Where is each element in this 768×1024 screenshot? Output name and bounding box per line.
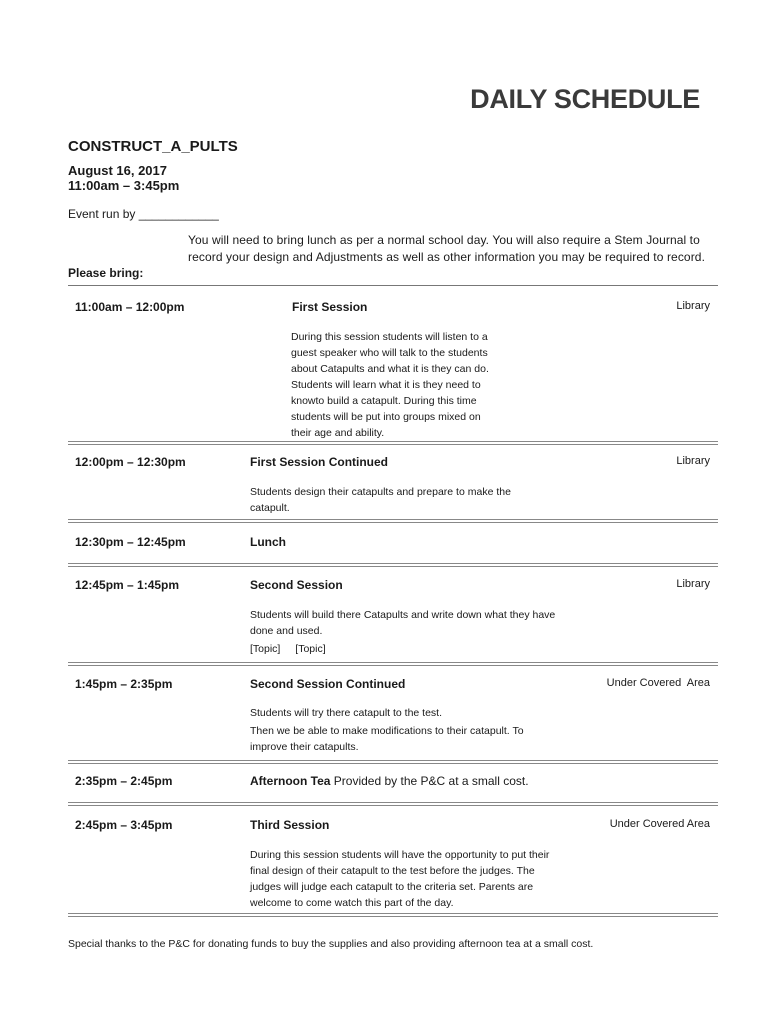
row-divider [68,441,718,445]
row-time: 1:45pm – 2:35pm [75,677,173,691]
description-paragraph: Students design their catapults and prepare to make the catapult. [250,486,511,514]
row-session: First Session Continued [250,455,389,469]
row-session: Second Session Continued [250,677,406,691]
footer-note: Special thanks to the P&C for donating funds to buy the supplies and also providing afternoon tea at a small cost. [68,938,594,950]
event-run-by: Event run by ____________ [68,207,219,221]
row-location: Library [676,300,710,312]
session-title: Afternoon Tea [250,774,331,788]
row-session: Third Session [250,818,330,832]
event-date: August 16, 2017 [68,163,167,178]
event-name: CONSTRUCT_A_PULTS [68,138,238,155]
row-location: Under Covered Area [606,677,710,689]
description-paragraph: Students will try there catapult to the test. [250,707,443,719]
row-divider [68,802,718,806]
description-paragraph: Then we be able to make modifications to their catapult. To improve their catapults. [250,725,524,753]
row-session [250,774,529,788]
row-divider [68,760,718,764]
row-divider [68,563,718,567]
row-time: 2:45pm – 3:45pm [75,818,173,832]
bring-text: You will need to bring lunch as per a normal school day. You will also require a Stem Journal to record your design and Adjustments as well as other information you may be required to record. [188,233,705,264]
row-description [291,329,496,441]
row-divider [68,519,718,523]
row-location: Under Covered Area [609,818,710,830]
event-time: 11:00am – 3:45pm [68,178,180,193]
row-divider [68,662,718,666]
topic-list [250,641,338,657]
row-divider [68,913,718,917]
bring-label: Please bring: [68,266,144,280]
header-divider [68,285,718,286]
row-time: 12:00pm – 12:30pm [75,455,186,469]
description-paragraph: During this session students will have the opportunity to put their final design of their catapult to the test before the judges. The judges will judge each catapult to the criteria set. Parents are welcome to come watch this part of the day. [250,849,550,909]
row-time: 2:35pm – 2:45pm [75,774,173,788]
row-description [250,484,550,516]
description-paragraph: Students will build there Catapults and write down what they have done and used. [250,609,556,637]
topic-item: [Topic] [295,643,326,655]
row-time: 12:45pm – 1:45pm [75,578,180,592]
row-session: Lunch [250,535,286,549]
row-session: Second Session [250,578,343,592]
row-time: 12:30pm – 12:45pm [75,535,186,549]
session-note: Provided by the P&C at a small cost. [330,774,529,788]
row-location: Library [676,455,710,467]
row-description [250,847,565,911]
row-description [250,607,560,639]
row-location: Library [676,578,710,590]
page-title: DAILY SCHEDULE [470,84,700,114]
description-paragraph: During this session students will listen to a guest speaker who will talk to the students about Catapults and what it is they can do. Students will learn what it is they need to knowto build a catapult. During this time students will be put into groups mixed on their age and ability. [291,331,489,439]
row-time: 11:00am – 12:00pm [75,300,185,314]
row-session: First Session [292,300,368,314]
topic-item: [Topic] [250,643,281,655]
row-description [250,705,555,755]
